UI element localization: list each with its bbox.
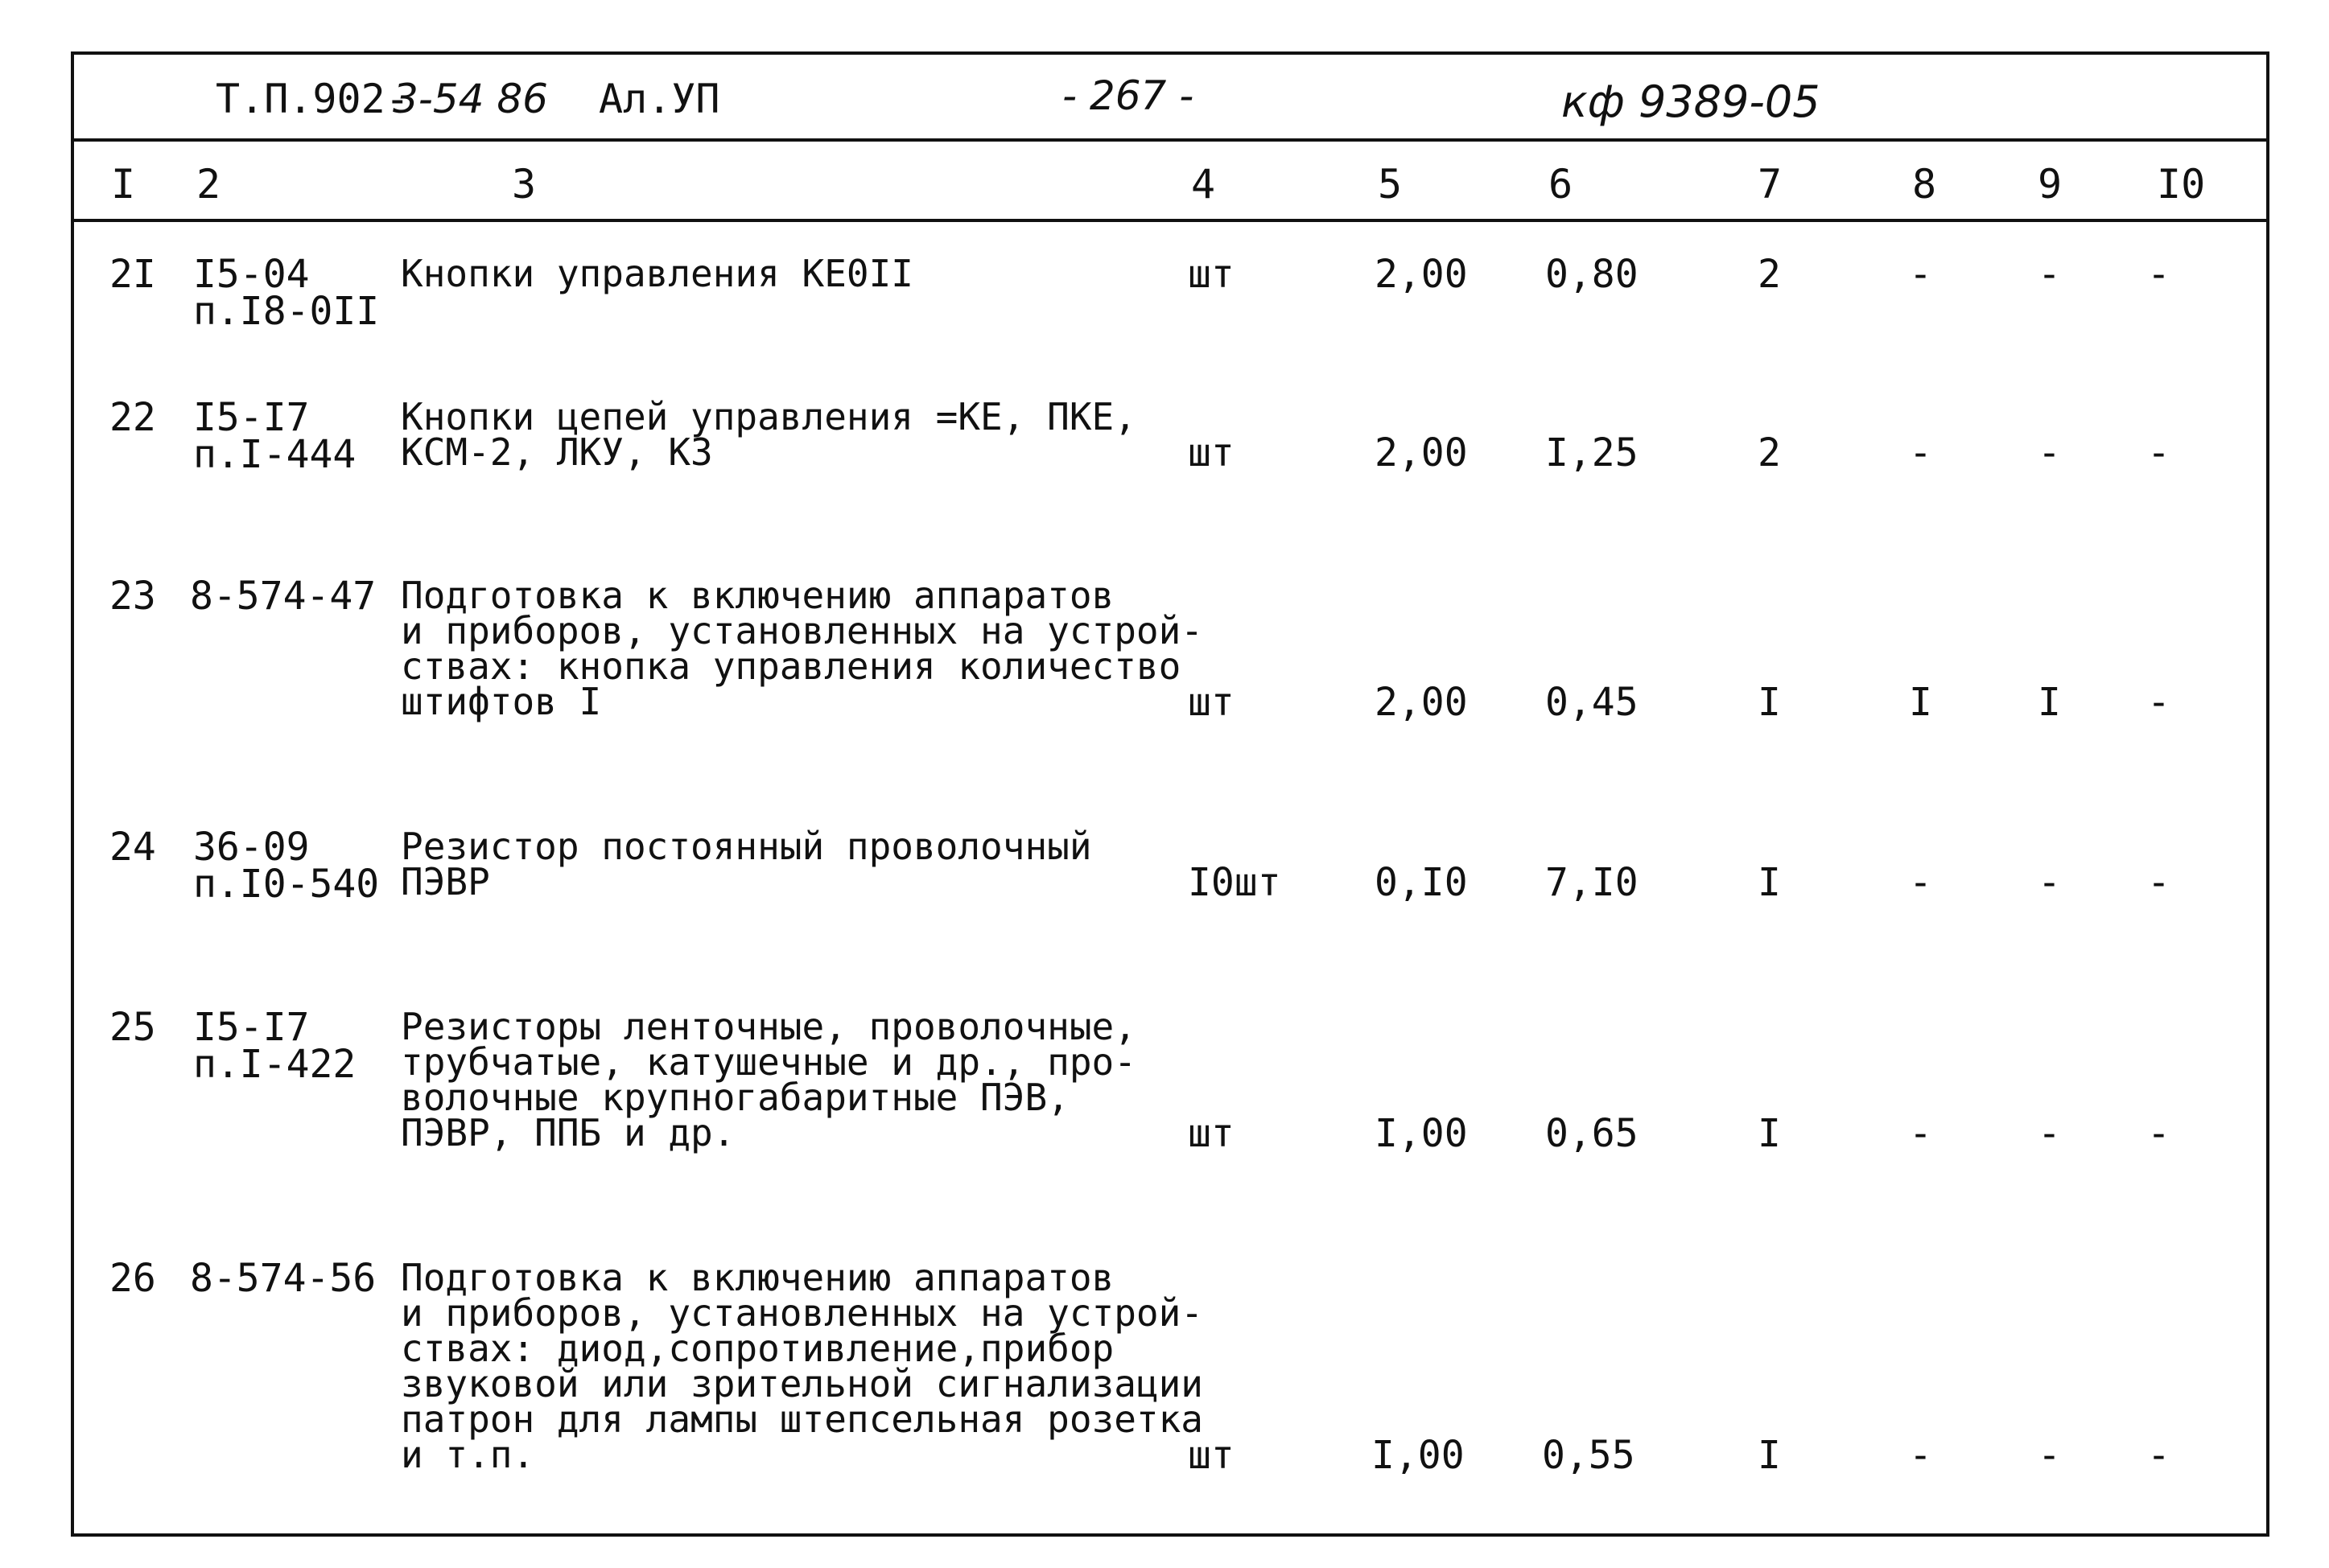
col9-cell: - [2038,1433,2061,1478]
item-description: штифтов I [401,680,602,723]
row-number: 26 [109,1256,156,1301]
col10-cell: - [2147,252,2170,297]
item-description: Кнопки цепей управления =КЕ, ПКЕ, [401,395,1136,438]
unit-cell: шт [1188,1433,1235,1478]
item-description: Подготовка к включению аппаратов [401,574,1115,617]
col7-cell: 2 [1758,430,1781,475]
col5-cell: 2,00 [1375,430,1468,475]
col9-cell: - [2038,252,2061,297]
col7-cell: I [1758,1433,1781,1478]
row-number: 23 [109,574,156,619]
norm-code: I5-04 [193,252,310,297]
col9-cell: - [2038,1111,2061,1156]
col8-cell: - [1909,1433,1932,1478]
norm-code: 8-574-56 [190,1256,377,1301]
col6-cell: 7,I0 [1545,860,1639,905]
col9-cell: I [2038,680,2061,725]
col10-cell: - [2147,430,2170,475]
col10-cell: - [2147,860,2170,905]
col6-cell: 0,45 [1545,680,1639,725]
col6-cell: 0,65 [1545,1111,1639,1156]
item-description: Подготовка к включению аппаратов [401,1256,1115,1299]
item-description: Кнопки управления КЕ0II [401,252,913,295]
norm-code: I5-I7 [193,395,310,440]
item-description: Резисторы ленточные, проволочные, [401,1005,1136,1048]
header-divider [71,138,2269,142]
item-description: волочные крупногабаритные ПЭВ, [401,1076,1070,1119]
item-description: и приборов, установленных на устрой- [401,1291,1203,1335]
col5-cell: I,00 [1371,1433,1465,1478]
column-header-1: I [111,161,136,208]
item-description: ствах: кнопка управления количество [401,644,1181,688]
column-header-6: 6 [1548,161,1573,208]
row-number: 2I [109,252,156,297]
unit-cell: шт [1188,252,1235,297]
item-description: звуковой или зрительной сигнализации [401,1362,1203,1405]
item-description: ПЭВР [401,860,490,903]
item-description: и приборов, установленных на устрой- [401,609,1203,652]
row-number: 22 [109,395,156,440]
col10-cell: - [2147,1433,2170,1478]
column-header-divider [71,219,2269,222]
col8-cell: - [1909,252,1932,297]
row-number: 24 [109,825,156,870]
col8-cell: - [1909,860,1932,905]
col7-cell: I [1758,680,1781,725]
album-label: Ал.УП [599,76,720,122]
col5-cell: 0,I0 [1375,860,1468,905]
col6-cell: 0,80 [1545,252,1639,297]
item-description: патрон для лампы штепсельная розетка [401,1397,1203,1441]
norm-code: п.I-422 [193,1042,357,1087]
norm-code: п.I0-540 [193,862,380,907]
doc-number-handwritten: 3-54 86 [393,76,548,122]
unit-cell: шт [1188,430,1235,475]
col5-cell: 2,00 [1375,252,1468,297]
col7-cell: 2 [1758,252,1781,297]
column-header-10: I0 [2157,161,2206,208]
document-code: кф 9389-05 [1561,76,1820,127]
column-header-4: 4 [1191,161,1216,208]
item-description: трубчатые, катушечные и др., про- [401,1040,1136,1084]
unit-cell: шт [1188,680,1235,725]
norm-code: п.I8-0II [193,289,380,334]
item-description: ствах: диод,сопротивление,прибор [401,1327,1115,1370]
col10-cell: - [2147,680,2170,725]
col5-cell: 2,00 [1375,680,1468,725]
page-number: - 267 - [1062,72,1194,119]
column-header-5: 5 [1378,161,1403,208]
col8-cell: I [1909,680,1932,725]
col10-cell: - [2147,1111,2170,1156]
column-header-8: 8 [1912,161,1937,208]
item-description: Резистор постоянный проволочный [401,825,1092,868]
col8-cell: - [1909,430,1932,475]
col9-cell: - [2038,430,2061,475]
column-header-3: 3 [512,161,537,208]
col6-cell: I,25 [1545,430,1639,475]
doc-prefix: Т.П.902- [216,76,410,122]
col7-cell: I [1758,860,1781,905]
column-header-2: 2 [196,161,221,208]
col8-cell: - [1909,1111,1932,1156]
col6-cell: 0,55 [1542,1433,1635,1478]
norm-code: п.I-444 [193,432,357,477]
col7-cell: I [1758,1111,1781,1156]
column-header-7: 7 [1758,161,1783,208]
unit-cell: I0шт [1188,860,1281,905]
col5-cell: I,00 [1375,1111,1468,1156]
item-description: ПЭВР, ППБ и др. [401,1111,736,1154]
norm-code: 36-09 [193,825,310,870]
norm-code: 8-574-47 [190,574,377,619]
column-header-9: 9 [2038,161,2063,208]
item-description: КСМ-2, ЛКУ, КЗ [401,430,713,474]
col9-cell: - [2038,860,2061,905]
norm-code: I5-I7 [193,1005,310,1050]
unit-cell: шт [1188,1111,1235,1156]
item-description: и т.п. [401,1433,535,1476]
row-number: 25 [109,1005,156,1050]
